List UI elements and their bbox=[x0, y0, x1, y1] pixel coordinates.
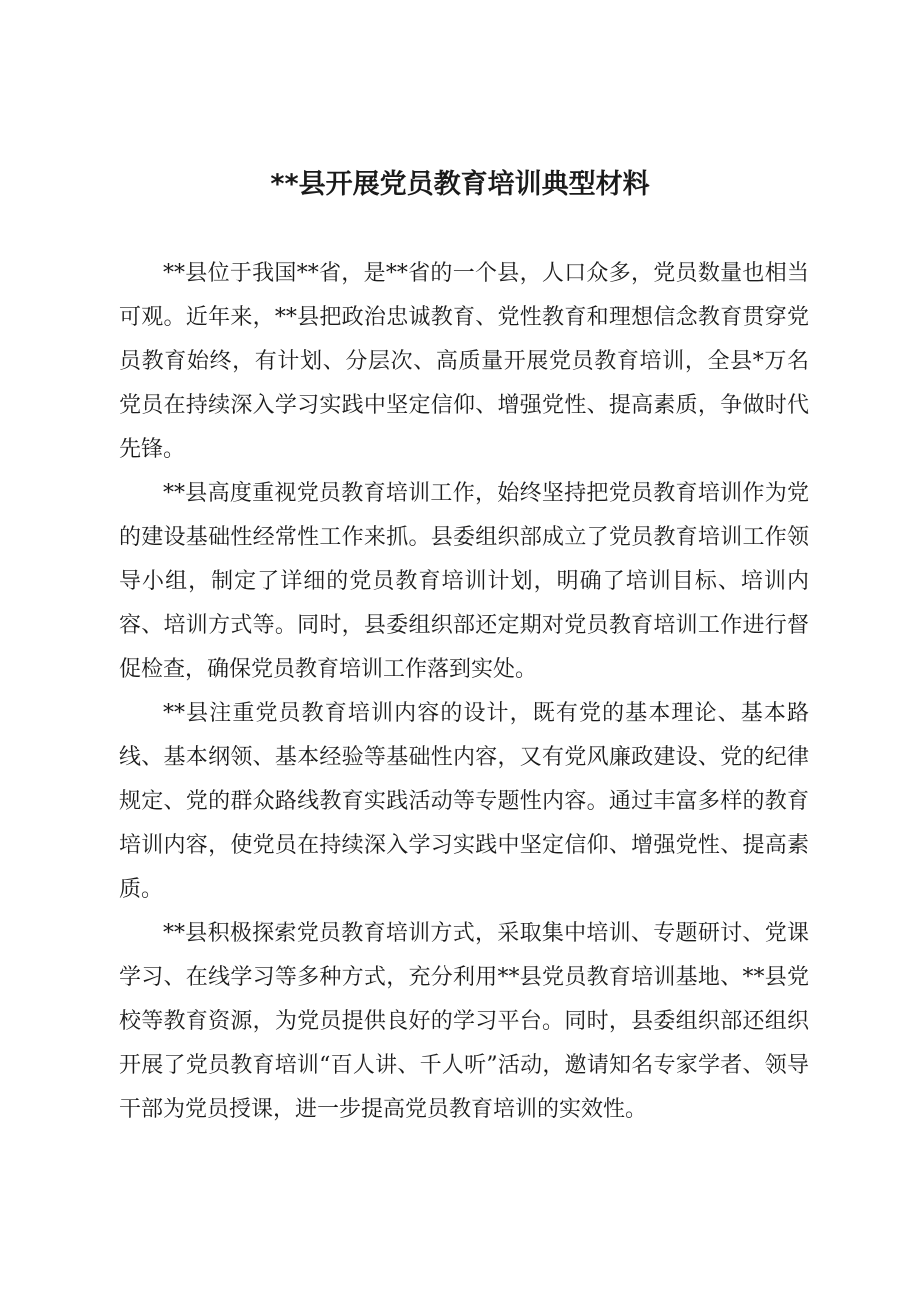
paragraph-1: **县位于我国**省，是**省的一个县，人口众多，党员数量也相当可观。近年来，**县把政治忠诚教育、党性教育和理想信念教育贯穿党员教育始终，有计划、分层次、高质量开展党员教育培训，全县*万名党员在持续深入学习实践中坚定信仰、增强党性、提高素质，争做时代先锋。 bbox=[119, 261, 809, 462]
document-title: **县开展党员教育培训典型材料 bbox=[270, 169, 650, 200]
paragraph-2: **县高度重视党员教育培训工作，始终坚持把党员教育培训作为党的建设基础性经常性工作来抓。县委组织部成立了党员教育培训工作领导小组，制定了详细的党员教育培训计划，明确了培训目标、培训内容、培训方式等。同时，县委组织部还定期对党员教育培训工作进行督促检查，确保党员教育培训工作落到实处。 bbox=[119, 481, 809, 682]
paragraph-3: **县注重党员教育培训内容的设计，既有党的基本理论、基本路线、基本纲领、基本经验等基础性内容，又有党风廉政建设、党的纪律规定、党的群众路线教育实践活动等专题性内容。通过丰富多样的教育培训内容，使党员在持续深入学习实践中坚定信仰、增强党性、提高素质。 bbox=[119, 701, 809, 902]
document-body bbox=[119, 252, 809, 1132]
paragraph-4: **县积极探索党员教育培训方式，采取集中培训、专题研讨、党课学习、在线学习等多种方式，充分利用**县党员教育培训基地、**县党校等教育资源，为党员提供良好的学习平台。同时，县委组织部还组织开展了党员教育培训“百人讲、千人听”活动，邀请知名专家学者、领导干部为党员授课，进一步提高党员教育培训的实效性。 bbox=[119, 921, 809, 1122]
